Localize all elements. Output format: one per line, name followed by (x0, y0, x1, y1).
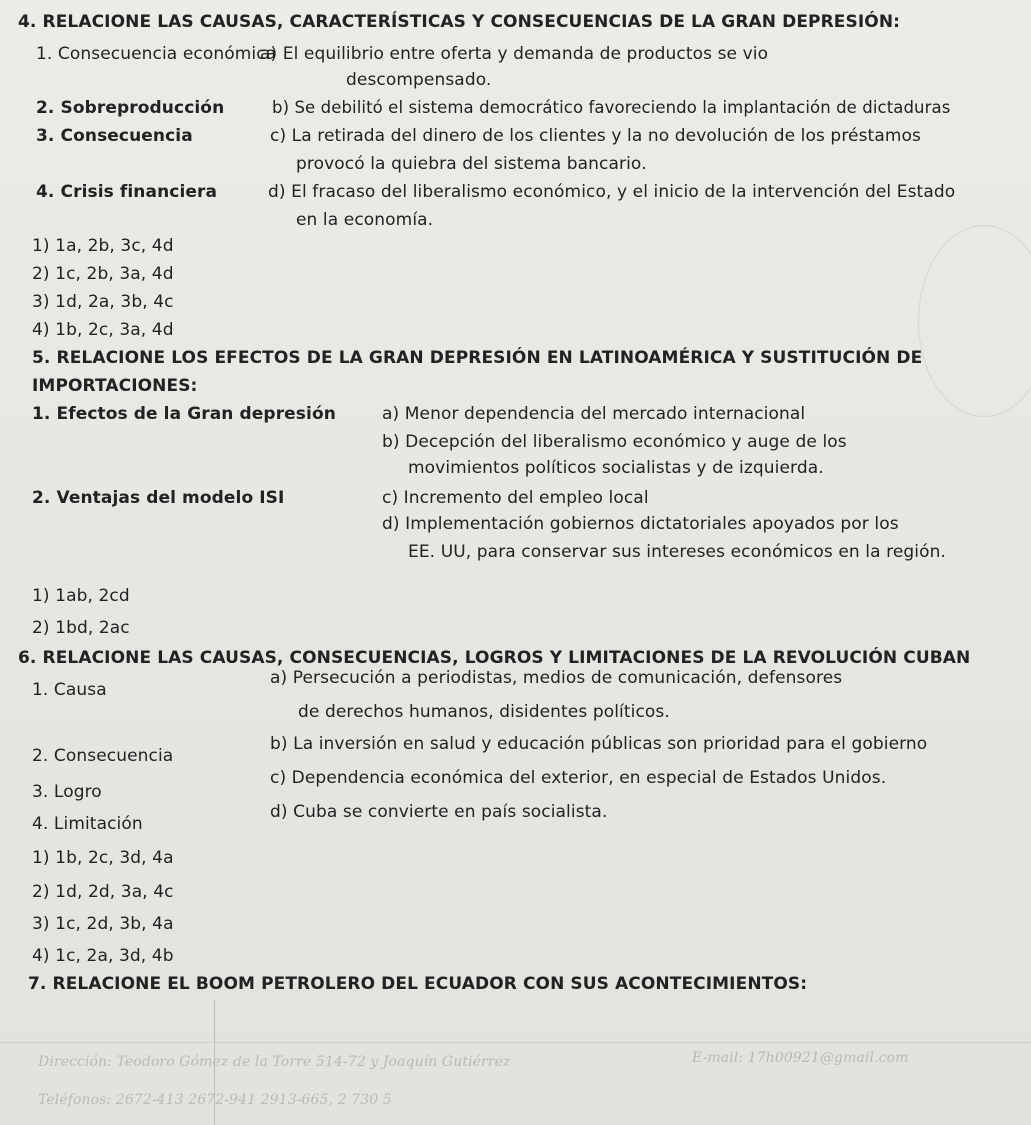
q5-right-b: b) Decepción del liberalismo económico y auge de los (382, 432, 847, 452)
footer-rule (0, 1042, 1031, 1043)
q5-right-b-cont: movimientos políticos socialistas y de izquierda. (408, 458, 824, 478)
q4-right-c: c) La retirada del dinero de los clientes y la no devolución de los préstamos (270, 126, 921, 146)
q6-option-1: 1) 1b, 2c, 3d, 4a (32, 848, 174, 868)
q6-left-2: 2. Consecuencia (32, 746, 174, 766)
q5-left-1: 1. Efectos de la Gran depresión (32, 404, 336, 424)
q5-right-c: c) Incremento del empleo local (382, 488, 649, 508)
q4-right-b: b) Se debilitó el sistema democrático favoreciendo la implantación de dictaduras (272, 98, 951, 117)
q6-option-2: 2) 1d, 2d, 3a, 4c (32, 882, 174, 902)
q4-left-4: 4. Crisis financiera (36, 182, 218, 202)
q4-left-3: 3. Consecuencia (36, 126, 193, 146)
q6-title: 6. RELACIONE LAS CAUSAS, CONSECUENCIAS, LOGROS Y LIMITACIONES DE LA REVOLUCIÓN CUBAN (18, 648, 971, 668)
q5-right-a: a) Menor dependencia del mercado internacional (382, 404, 806, 424)
q6-option-4: 4) 1c, 2a, 3d, 4b (32, 946, 174, 966)
q4-option-1: 1) 1a, 2b, 3c, 4d (32, 236, 174, 256)
q5-right-d-cont: EE. UU, para conservar sus intereses económicos en la región. (408, 542, 946, 562)
faint-stamp-mark (918, 225, 1031, 417)
q6-right-c: c) Dependencia económica del exterior, en especial de Estados Unidos. (270, 768, 887, 788)
q4-right-c-cont: provocó la quiebra del sistema bancario. (296, 154, 647, 174)
q4-right-d: d) El fracaso del liberalismo económico, y el inicio de la intervención del Estado (268, 182, 956, 202)
footer-email: E-mail: 17h00921@gmail.com (692, 1050, 909, 1066)
q6-right-b: b) La inversión en salud y educación públicas son prioridad para el gobierno (270, 734, 928, 754)
q6-right-d: d) Cuba se convierte en país socialista. (270, 802, 608, 822)
q5-title-line2: IMPORTACIONES: (32, 376, 198, 396)
q5-option-2: 2) 1bd, 2ac (32, 618, 130, 638)
q4-left-1: 1. Consecuencia económica (36, 44, 277, 64)
q6-right-a-cont: de derechos humanos, disidentes políticos. (298, 702, 670, 722)
q7-title: 7. RELACIONE EL BOOM PETROLERO DEL ECUADOR CON SUS ACONTECIMIENTOS: (28, 974, 808, 994)
q4-right-a-cont: descompensado. (346, 70, 492, 90)
q4-option-2: 2) 1c, 2b, 3a, 4d (32, 264, 174, 284)
q6-option-3: 3) 1c, 2d, 3b, 4a (32, 914, 174, 934)
footer-address: Dirección: Teodoro Gómez de la Torre 514-72 y Joaquín Gutiérrez (38, 1054, 511, 1070)
footer-phones: Teléfonos: 2672-413 2672-941 2913-665, 2 730 5 (38, 1092, 392, 1108)
q6-left-3: 3. Logro (32, 782, 102, 802)
q6-left-1: 1. Causa (32, 680, 107, 700)
q6-right-a: a) Persecución a periodistas, medios de comunicación, defensores (270, 668, 843, 688)
q4-right-d-cont: en la economía. (296, 210, 434, 230)
q5-right-d: d) Implementación gobiernos dictatoriales apoyados por los (382, 514, 899, 534)
q5-option-1: 1) 1ab, 2cd (32, 586, 130, 606)
q6-left-4: 4. Limitación (32, 814, 143, 834)
q4-right-a: a) El equilibrio entre oferta y demanda de productos se vio (260, 44, 769, 64)
q4-title: 4. RELACIONE LAS CAUSAS, CARACTERÍSTICAS Y CONSECUENCIAS DE LA GRAN DEPRESIÓN: (18, 12, 901, 32)
q4-left-2: 2. Sobreproducción (36, 98, 225, 118)
q5-left-2: 2. Ventajas del modelo ISI (32, 488, 285, 508)
q4-option-4: 4) 1b, 2c, 3a, 4d (32, 320, 174, 340)
q5-title-line1: 5. RELACIONE LOS EFECTOS DE LA GRAN DEPRESIÓN EN LATINOAMÉRICA Y SUSTITUCIÓN DE (32, 348, 923, 368)
q4-option-3: 3) 1d, 2a, 3b, 4c (32, 292, 174, 312)
